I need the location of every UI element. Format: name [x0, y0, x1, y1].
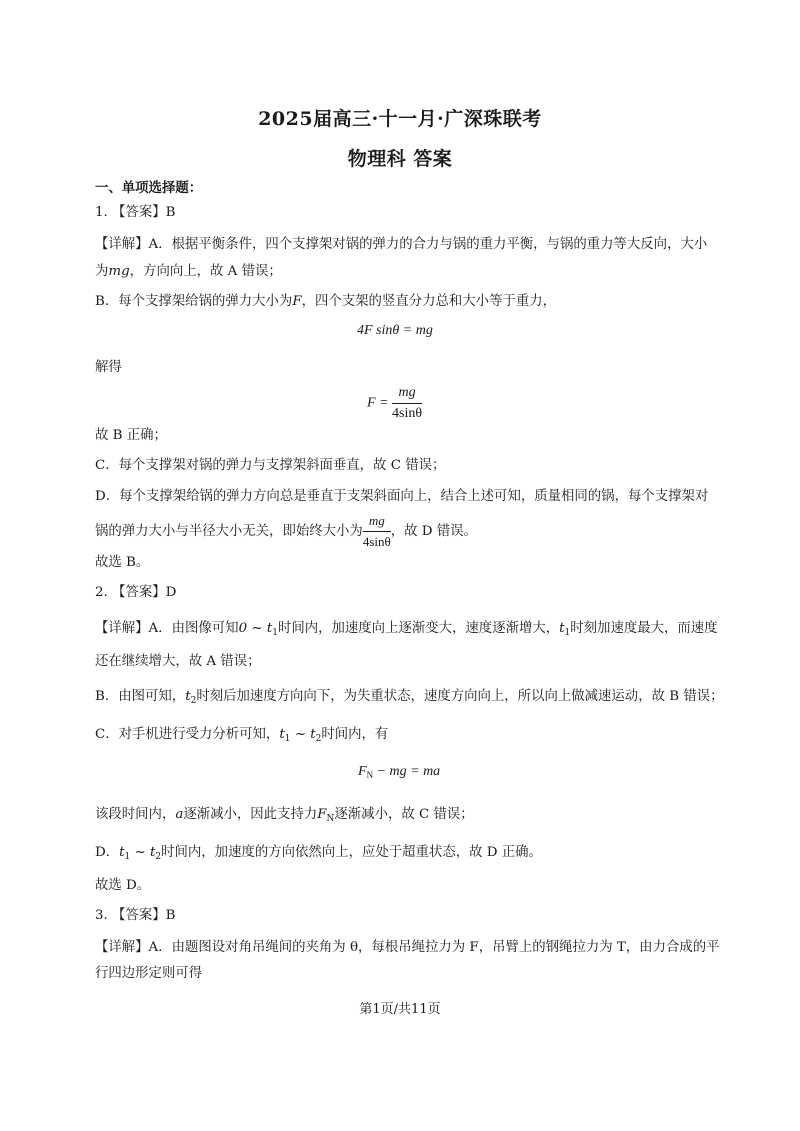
q2-c-post: 时间内，有: [321, 727, 389, 742]
page-footer: 第1页/共11页: [359, 1002, 441, 1017]
q1-mg: mg: [108, 264, 130, 279]
q2-c-tilde: ~: [290, 727, 311, 742]
q2-d-t1-sub: 1: [124, 852, 131, 862]
q2-a1-t: t: [559, 621, 565, 636]
q2-d-t2: t: [150, 845, 156, 860]
q2-equation: [358, 764, 440, 780]
q2-eq-F: F: [358, 764, 367, 779]
q2-c2-pre: 该段时间内，: [95, 807, 176, 822]
q2-c-t1: t: [279, 727, 285, 742]
q2-c2-post: 逐渐减小，故 C 错误；: [334, 807, 474, 822]
q1-option-d-2: [95, 513, 715, 550]
q2-d-t2-sub: 2: [155, 852, 162, 862]
q1-d2-den: 4sinθ: [362, 534, 391, 549]
q1-b-post: ，四个支架的竖直分力总和大小等于重力，: [301, 294, 557, 309]
q1-b-F: F: [292, 294, 302, 309]
q1-choose: 故选 B。: [95, 555, 150, 570]
q3-answer: 3. 【答案】B: [95, 908, 176, 923]
q1-eq2-lhs: F =: [367, 395, 389, 411]
q2-option-d: [95, 843, 715, 867]
q2-c2-F: F: [317, 807, 327, 822]
q2-answer: 2. 【答案】D: [95, 585, 177, 600]
q2-b-t-sub: 2: [190, 696, 197, 706]
q1-equation-2: [367, 385, 422, 422]
q2-eq-N: N: [366, 770, 374, 780]
q2-d-post: 时间内，加速度的方向依然向上，应处于超重状态，故 D 正确。: [161, 845, 542, 860]
q2-option-b: [95, 687, 724, 711]
q2-d-tilde: ~: [130, 845, 150, 860]
q3-detail-a-1: 【详解】A．由题图设对角吊绳间的夹角为 θ，每根吊绳拉力为 F，吊臂上的钢绳拉力为 T，由力合成的平: [95, 940, 720, 955]
q2-c-pre: C．对手机进行受力分析可知，: [95, 727, 280, 742]
q1-option-c: C．每个支撑架对锅的弹力与支撑架斜面垂直，故 C 错误；: [95, 458, 446, 473]
q1-d2-num: mg: [363, 513, 391, 532]
q1-answer: 1. 【答案】B: [95, 205, 176, 220]
q1-detail-a-2: [95, 262, 715, 282]
q1-d2-pre: 锅的弹力大小与半径大小无关，即始终大小为: [95, 524, 363, 539]
q2-a1-pre: 【详解】A．由图像可知: [95, 621, 239, 636]
q2-b-t: t: [185, 689, 191, 704]
q1-d2-fraction: [363, 513, 391, 550]
q1-d2-post: ，故 D 错误。: [390, 524, 477, 539]
q2-d-pre: D．: [95, 845, 120, 860]
q1-detail-a-1: 【详解】A．根据平衡条件，四个支撑架对锅的弹力的合力与锅的重力平衡，与锅的重力等大反向，大小: [95, 237, 708, 252]
section-heading: 一、单项选择题：: [95, 180, 203, 196]
q1-b-pre: B．每个支撑架给锅的弹力大小为: [95, 294, 293, 309]
q2-eq-rest: − mg = ma: [373, 764, 441, 779]
q2-c-t2: t: [310, 727, 316, 742]
q2-a1-range: 0 ~ t: [238, 621, 273, 636]
page-subtitle: 物理科 答案: [347, 148, 453, 170]
q2-option-a-2: 还在继续增大，故 A 错误；: [95, 654, 261, 669]
q2-d-t1: t: [119, 845, 125, 860]
q3-detail-a-2: 行四边形定则可得: [95, 966, 203, 981]
q1-eq2-den: 4sinθ: [392, 406, 423, 421]
q2-c2-a: a: [175, 807, 184, 822]
q1-detail-a-2-post: ，方向向上，故 A 错误；: [129, 264, 282, 279]
q1-option-d-1: D．每个支撑架给锅的弹力方向总是垂直于支架斜面向上，结合上述可知，质量相同的锅，每个支撑架对: [95, 489, 709, 504]
q1-eq2-fraction: [392, 385, 422, 422]
q1-solve-label: 解得: [95, 360, 122, 375]
q2-choose: 故选 D。: [95, 878, 151, 893]
q2-b-pre: B．由图可知，: [95, 689, 186, 704]
q2-option-a-1: [95, 619, 718, 643]
q2-a1-post: 时刻加速度最大，而速度: [570, 621, 718, 636]
q2-b-post: 时刻后加速度方向向下，为失重状态，速度方向向上，所以向上做减速运动，故 B 错误；: [196, 689, 724, 704]
q2-option-c: [95, 725, 715, 749]
q2-a1-sub: 1: [272, 628, 278, 638]
q2-c-t1-sub: 1: [284, 734, 291, 744]
q2-c-t2-sub: 2: [315, 734, 322, 744]
q1-option-b: [95, 292, 715, 312]
page-title: 2025届高三·十一月·广深珠联考: [258, 108, 542, 130]
q2-a1-t-sub: 1: [564, 628, 571, 638]
q1-eq2-num: mg: [392, 385, 422, 404]
q1-equation-1: 4F sinθ = mg: [357, 323, 433, 338]
q1-b-correct: 故 B 正确；: [95, 428, 167, 443]
q2-a1-mid: 时间内，加速度向上逐渐变大，速度逐渐增大，: [277, 621, 560, 636]
q2-c2-N: N: [326, 814, 335, 824]
q1-detail-a-2-pre: 为: [95, 264, 109, 279]
q2-option-c-2: [95, 805, 715, 829]
q2-c2-mid: 逐渐减小，因此支持力: [183, 807, 318, 822]
